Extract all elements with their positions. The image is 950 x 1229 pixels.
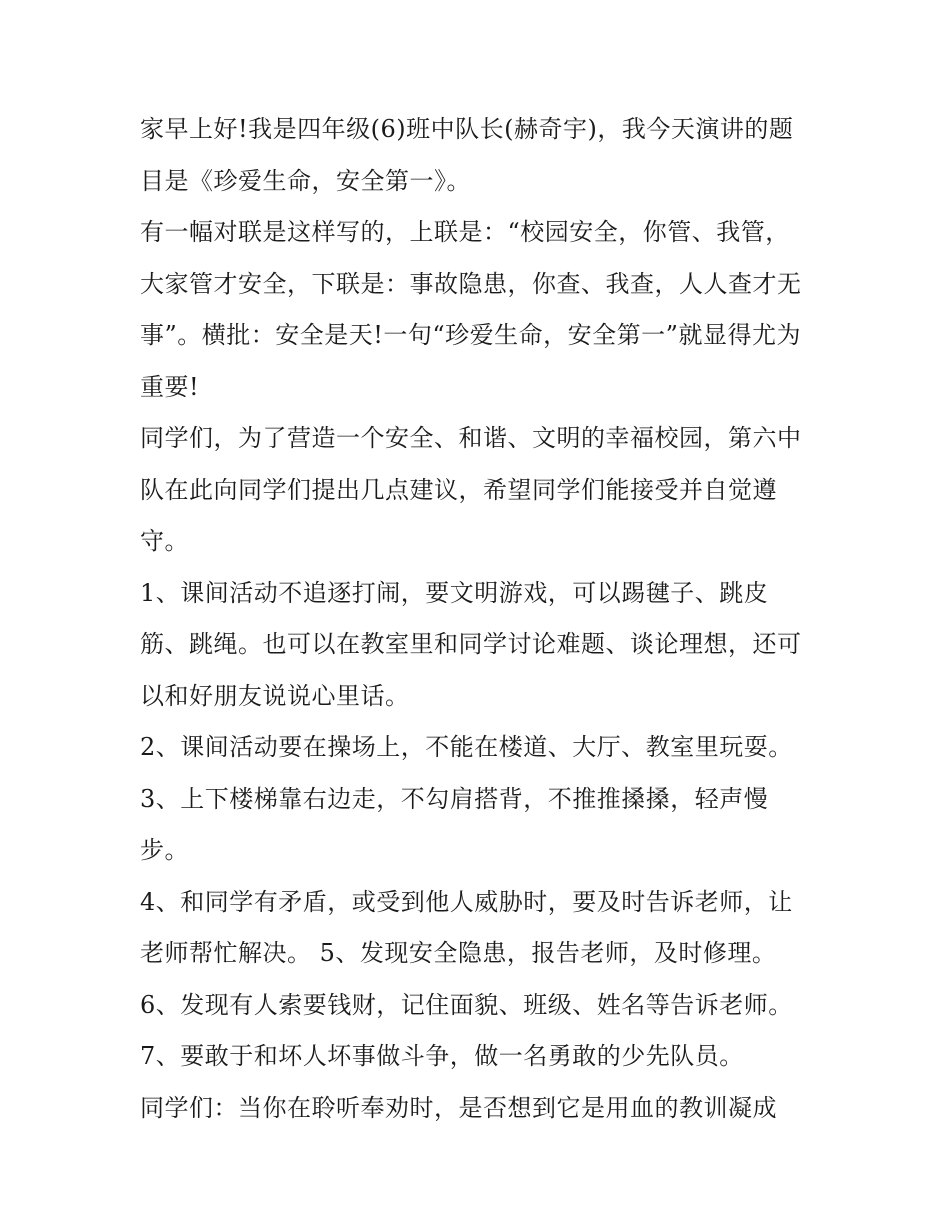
text-line: 步。 — [140, 836, 189, 864]
text-line: 家早上好!我是四年级(6)班中队长(赫奇宇)，我今天演讲的题 — [140, 115, 794, 143]
text-line: 3、上下楼梯靠右边走，不勾肩搭背，不推推搡搡，轻声慢 — [140, 784, 769, 813]
text-line: 1、课间活动不追逐打闹，要文明游戏，可以踢毽子、跳皮 — [140, 578, 769, 607]
text-line: 6、发现有人索要钱财，记住面貌、班级、姓名等告诉老师。 — [140, 990, 793, 1019]
text-line: 同学们：当你在聆听奉劝时，是否想到它是用血的教训凝成 — [140, 1093, 777, 1122]
text-line: 大家管才安全，下联是：事故隐患，你查、我查，人人查才无 — [140, 269, 802, 298]
text-line: 守。 — [140, 527, 189, 555]
text-line: 重要! — [140, 372, 200, 401]
text-line: 7、要敢于和坏人坏事做斗争，做一名勇敢的少先队员。 — [140, 1042, 744, 1070]
text-line: 以和好朋友说说心里话。 — [140, 681, 410, 710]
text-line: 同学们，为了营造一个安全、和谐、文明的幸福校园，第六中 — [140, 424, 802, 452]
text-line: 筋、跳绳。也可以在教室里和同学讨论难题、谈论理想，还可 — [140, 630, 802, 658]
text-line: 老师帮忙解决。 5、发现安全隐患，报告老师，及时修理。 — [140, 939, 777, 967]
text-line: 2、课间活动要在操场上，不能在楼道、大厅、教室里玩耍。 — [140, 733, 793, 761]
document-body — [140, 104, 820, 1134]
text-line: 有一幅对联是这样写的，上联是：“校园安全，你管、我管， — [140, 218, 790, 246]
text-line: 目是《珍爱生命，安全第一》。 — [140, 166, 471, 195]
text-line: 队在此向同学们提出几点建议，希望同学们能接受并自觉遵 — [140, 475, 777, 504]
text-line: 事”。横批：安全是天!一句“珍爱生命，安全第一”就显得尤为 — [140, 321, 801, 349]
text-line: 4、和同学有矛盾，或受到他人威胁时，要及时告诉老师，让 — [140, 887, 793, 916]
